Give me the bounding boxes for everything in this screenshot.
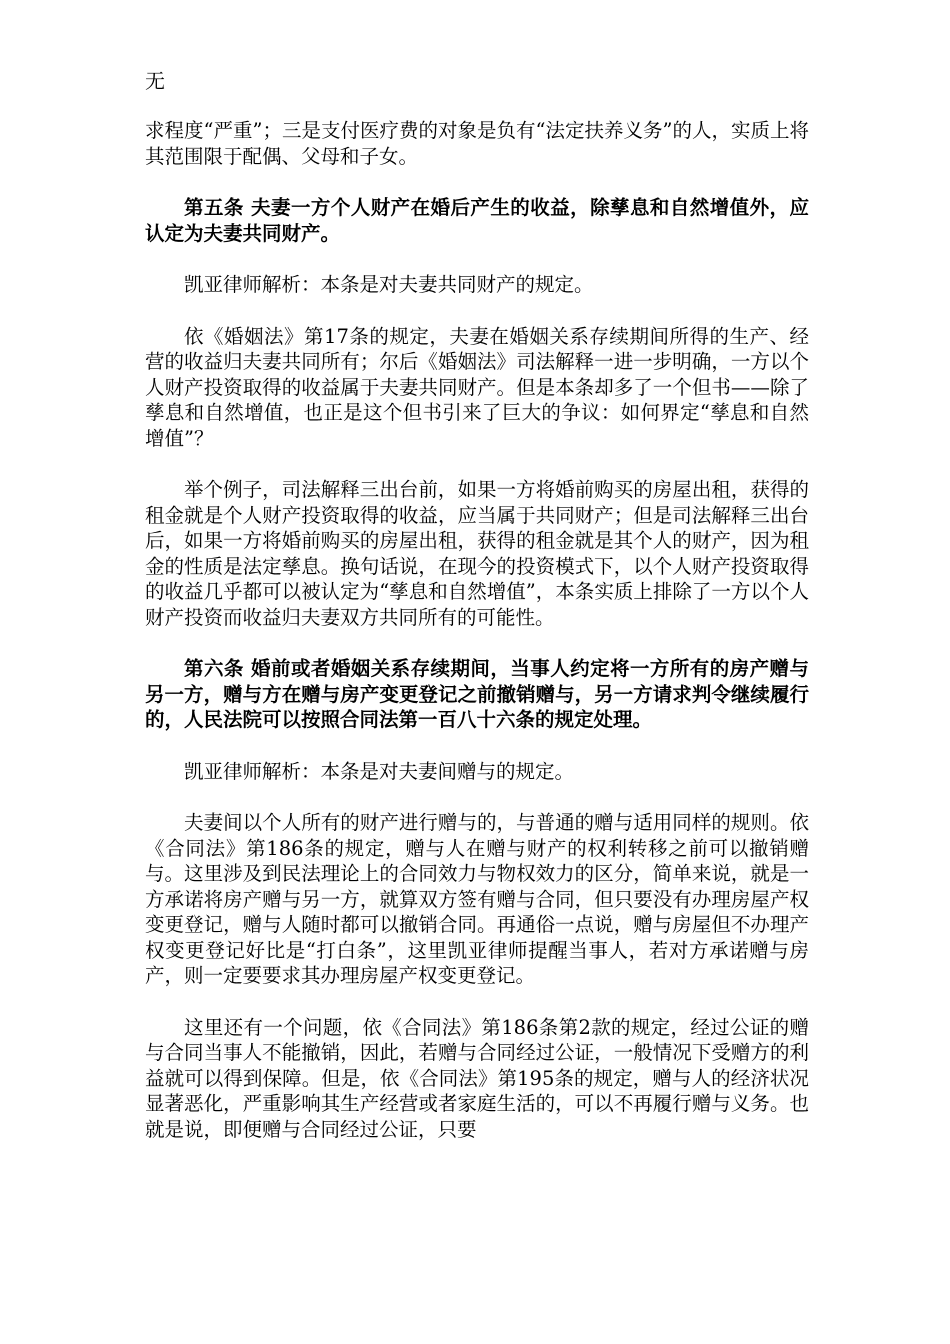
paragraph-marriage-law-17: 依《婚姻法》第17条的规定，夫妻在婚姻关系存续期间所得的生产、经营的收益归夫妻共同所有；尔后《婚姻法》司法解释一进一步明确，一方以个人财产投资取得的收益属于夫妻共同财产。但是本条却多了一个但书——除了孳息和自然增值，也正是这个但书引来了巨大的争议：如何界定“孳息和自然增值”？ [145, 324, 809, 450]
document-body [145, 118, 809, 1142]
paragraph-continuation: 求程度“严重”；三是支付医疗费的对象是负有“法定扶养义务”的人，实质上将其范围限于配偶、父母和子女。 [145, 119, 809, 168]
article-6-heading: 第六条 婚前或者婚姻关系存续期间，当事人约定将一方所有的房产赠与另一方，赠与方在赠与房产变更登记之前撤销赠与，另一方请求判令继续履行的，人民法院可以按照合同法第一百八十六条的规定处理。 [145, 657, 809, 731]
paragraph-rent-example: 举个例子，司法解释三出台前，如果一方将婚前购买的房屋出租，获得的租金就是个人财产投资取得的收益，应当属于共同财产；但是司法解释三出台后，如果一方将婚前购买的房屋出租，获得的租金就是其个人的财产，因为租金的性质是法定孳息。换句话说，在现今的投资模式下，以个人财产投资取得的收益几乎都可以被认定为“孳息和自然增值”，本条实质上排除了一方以个人财产投资而收益归夫妻双方共同所有的可能性。 [145, 478, 809, 629]
paragraph-notarized-gift: 这里还有一个问题，依《合同法》第186条第2款的规定，经过公证的赠与合同当事人不能撤销，因此，若赠与合同经过公证，一般情况下受赠方的利益就可以得到保障。但是，依《合同法》第195条的规定，赠与人的经济状况显著恶化，严重影响其生产经营或者家庭生活的，可以不再履行赠与义务。也就是说，即便赠与合同经过公证，只要 [145, 1015, 809, 1141]
lawyer-analysis-article-6: 凯亚律师解析：本条是对夫妻间赠与的规定。 [184, 759, 575, 783]
lawyer-analysis-article-5: 凯亚律师解析：本条是对夫妻共同财产的规定。 [184, 273, 594, 296]
page-header: 无 [145, 69, 165, 93]
article-5-heading: 第五条 夫妻一方个人财产在婚后产生的收益，除孳息和自然增值外，应认定为夫妻共同财产。 [145, 196, 809, 245]
paragraph-gift-rules: 夫妻间以个人所有的财产进行赠与的，与普通的赠与适用同样的规则。依《合同法》第186条的规定，赠与人在赠与财产的权利转移之前可以撤销赠与。这里涉及到民法理论上的合同效力与物权效力的区分，简单来说，就是一方承诺将房产赠与另一方，就算双方签有赠与合同，但只要没有办理房屋产权变更登记，赠与人随时都可以撤销合同。再通俗一点说，赠与房屋但不办理产权变更登记好比是“打白条”，这里凯亚律师提醒当事人，若对方承诺赠与房产，则一定要要求其办理房屋产权变更登记。 [145, 811, 809, 987]
